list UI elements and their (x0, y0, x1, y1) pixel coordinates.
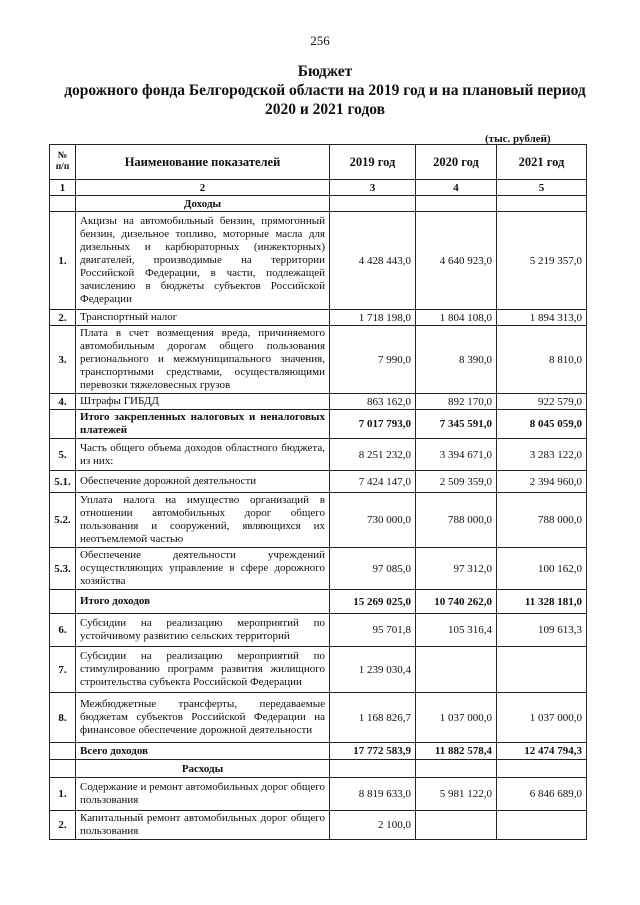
row-number (50, 410, 76, 439)
row-name: Субсидии на реализацию мероприятий по устойчивому развитию сельских территорий (76, 614, 330, 647)
value-2021 (497, 647, 587, 693)
row-name: Обеспечение дорожной деятельности (76, 471, 330, 493)
table-row (50, 548, 587, 590)
table-row (50, 493, 587, 548)
value-2019: 7 424 147,0 (330, 471, 416, 493)
table-row (50, 394, 587, 410)
row-name: Капитальный ремонт автомобильных дорог общего пользования (76, 811, 330, 840)
row-name: Межбюджетные трансферты, передаваемые бюджетам субъектов Российской Федерации на финансовое обеспечение дорожной деятельности (76, 693, 330, 743)
document-title (40, 62, 610, 119)
table-row (50, 778, 587, 811)
value-2020: 7 345 591,0 (416, 410, 497, 439)
row-name: Субсидии на реализацию мероприятий по стимулированию программ развития жилищного строительства субъекта Российской Федерации (76, 647, 330, 693)
column-index-row (50, 180, 587, 196)
row-name: Обеспечение деятельности учреждений осуществляющих управление в сфере дорожного хозяйства (76, 548, 330, 590)
value-2020: 4 640 923,0 (416, 212, 497, 310)
value-2020 (416, 647, 497, 693)
value-2021: 8 045 059,0 (497, 410, 587, 439)
value-2019: 4 428 443,0 (330, 212, 416, 310)
table-row (50, 471, 587, 493)
row-number: 3. (50, 326, 76, 394)
row-name: Часть общего объема доходов областного бюджета, из них: (76, 439, 330, 471)
table-row (50, 590, 587, 614)
title-line-2: дорожного фонда Белгородской области на 2019 год и на плановый период (64, 82, 586, 99)
row-number: 1. (50, 212, 76, 310)
row-number: 6. (50, 614, 76, 647)
value-2020 (416, 811, 497, 840)
value-2020: 1 804 108,0 (416, 310, 497, 326)
row-name: Плата в счет возмещения вреда, причиняемого автомобильным дорогам общего пользования регионального и межмуниципального значения, транспортными средствами, осуществляющими перевозки тяжеловесных грузов (76, 326, 330, 394)
value-2021: 11 328 181,0 (497, 590, 587, 614)
table-row (50, 326, 587, 394)
table-row (50, 647, 587, 693)
table-row (50, 410, 587, 439)
section-title: Расходы (76, 760, 330, 778)
row-name: Итого закрепленных налоговых и неналоговых платежей (76, 410, 330, 439)
column-index: 1 (50, 180, 76, 196)
header-2020: 2020 год (416, 145, 497, 180)
value-2019: 730 000,0 (330, 493, 416, 548)
value-2021: 2 394 960,0 (497, 471, 587, 493)
column-index: 2 (76, 180, 330, 196)
value-2020: 10 740 262,0 (416, 590, 497, 614)
value-2021: 5 219 357,0 (497, 212, 587, 310)
value-2019: 7 017 793,0 (330, 410, 416, 439)
value-2021: 12 474 794,3 (497, 743, 587, 760)
row-number: 2. (50, 811, 76, 840)
column-index: 4 (416, 180, 497, 196)
row-number: 7. (50, 647, 76, 693)
row-name: Штрафы ГИБДД (76, 394, 330, 410)
table-row (50, 439, 587, 471)
row-name: Всего доходов (76, 743, 330, 760)
value-2019: 8 819 633,0 (330, 778, 416, 811)
value-2019: 2 100,0 (330, 811, 416, 840)
section-title: Доходы (76, 196, 330, 212)
value-2021: 3 283 122,0 (497, 439, 587, 471)
row-number (50, 590, 76, 614)
value-2021: 922 579,0 (497, 394, 587, 410)
value-2021 (497, 811, 587, 840)
value-2020: 2 509 359,0 (416, 471, 497, 493)
value-2019: 1 168 826,7 (330, 693, 416, 743)
header-name: Наименование показателей (76, 145, 330, 180)
table-row (50, 310, 587, 326)
value-2020: 3 394 671,0 (416, 439, 497, 471)
row-number: 2. (50, 310, 76, 326)
value-2021: 1 037 000,0 (497, 693, 587, 743)
row-number (50, 743, 76, 760)
value-2019: 7 990,0 (330, 326, 416, 394)
value-2019: 97 085,0 (330, 548, 416, 590)
row-number: 5. (50, 439, 76, 471)
row-number: 5.2. (50, 493, 76, 548)
table-row (50, 811, 587, 840)
section-row-expense (50, 760, 587, 778)
table-row (50, 743, 587, 760)
value-2021: 100 162,0 (497, 548, 587, 590)
header-2019: 2019 год (330, 145, 416, 180)
value-2020: 11 882 578,4 (416, 743, 497, 760)
column-index: 3 (330, 180, 416, 196)
row-name: Транспортный налог (76, 310, 330, 326)
row-name: Акцизы на автомобильный бензин, прямогонный бензин, дизельное топливо, моторные масла для дизельных и карбюраторных (инжекторных) двигателей, производимые на территории Российской Федерации, в части, подлежащей зачислению в бюджеты субъектов Российской Федерации (76, 212, 330, 310)
column-index: 5 (497, 180, 587, 196)
table-row (50, 614, 587, 647)
value-2020: 1 037 000,0 (416, 693, 497, 743)
value-2019: 15 269 025,0 (330, 590, 416, 614)
value-2020: 892 170,0 (416, 394, 497, 410)
row-number: 4. (50, 394, 76, 410)
value-2020: 8 390,0 (416, 326, 497, 394)
units-label: (тыс. рублей) (485, 133, 551, 145)
value-2021: 109 613,3 (497, 614, 587, 647)
table-row (50, 212, 587, 310)
row-name: Итого доходов (76, 590, 330, 614)
value-2021: 6 846 689,0 (497, 778, 587, 811)
title-line-1: Бюджет (297, 63, 353, 80)
table-row (50, 693, 587, 743)
value-2020: 788 000,0 (416, 493, 497, 548)
value-2019: 863 162,0 (330, 394, 416, 410)
budget-table (49, 144, 587, 840)
value-2021: 1 894 313,0 (497, 310, 587, 326)
value-2021: 788 000,0 (497, 493, 587, 548)
value-2019: 95 701,8 (330, 614, 416, 647)
row-name: Уплата налога на имущество организаций в отношении автомобильных дорог общего пользования и сооружений, являющихся их неотъемлемой частью (76, 493, 330, 548)
table-header-row (50, 145, 587, 180)
row-name: Содержание и ремонт автомобильных дорог общего пользования (76, 778, 330, 811)
row-number: 5.1. (50, 471, 76, 493)
value-2020: 97 312,0 (416, 548, 497, 590)
value-2021: 8 810,0 (497, 326, 587, 394)
value-2020: 105 316,4 (416, 614, 497, 647)
row-number: 8. (50, 693, 76, 743)
value-2019: 17 772 583,9 (330, 743, 416, 760)
header-2021: 2021 год (497, 145, 587, 180)
title-line-3: 2020 и 2021 годов (264, 101, 386, 118)
value-2019: 1 239 030,4 (330, 647, 416, 693)
page-number: 256 (310, 33, 330, 48)
section-row-income (50, 196, 587, 212)
header-num: № п/п (50, 145, 76, 180)
value-2019: 1 718 198,0 (330, 310, 416, 326)
value-2020: 5 981 122,0 (416, 778, 497, 811)
row-number: 5.3. (50, 548, 76, 590)
row-number: 1. (50, 778, 76, 811)
value-2019: 8 251 232,0 (330, 439, 416, 471)
